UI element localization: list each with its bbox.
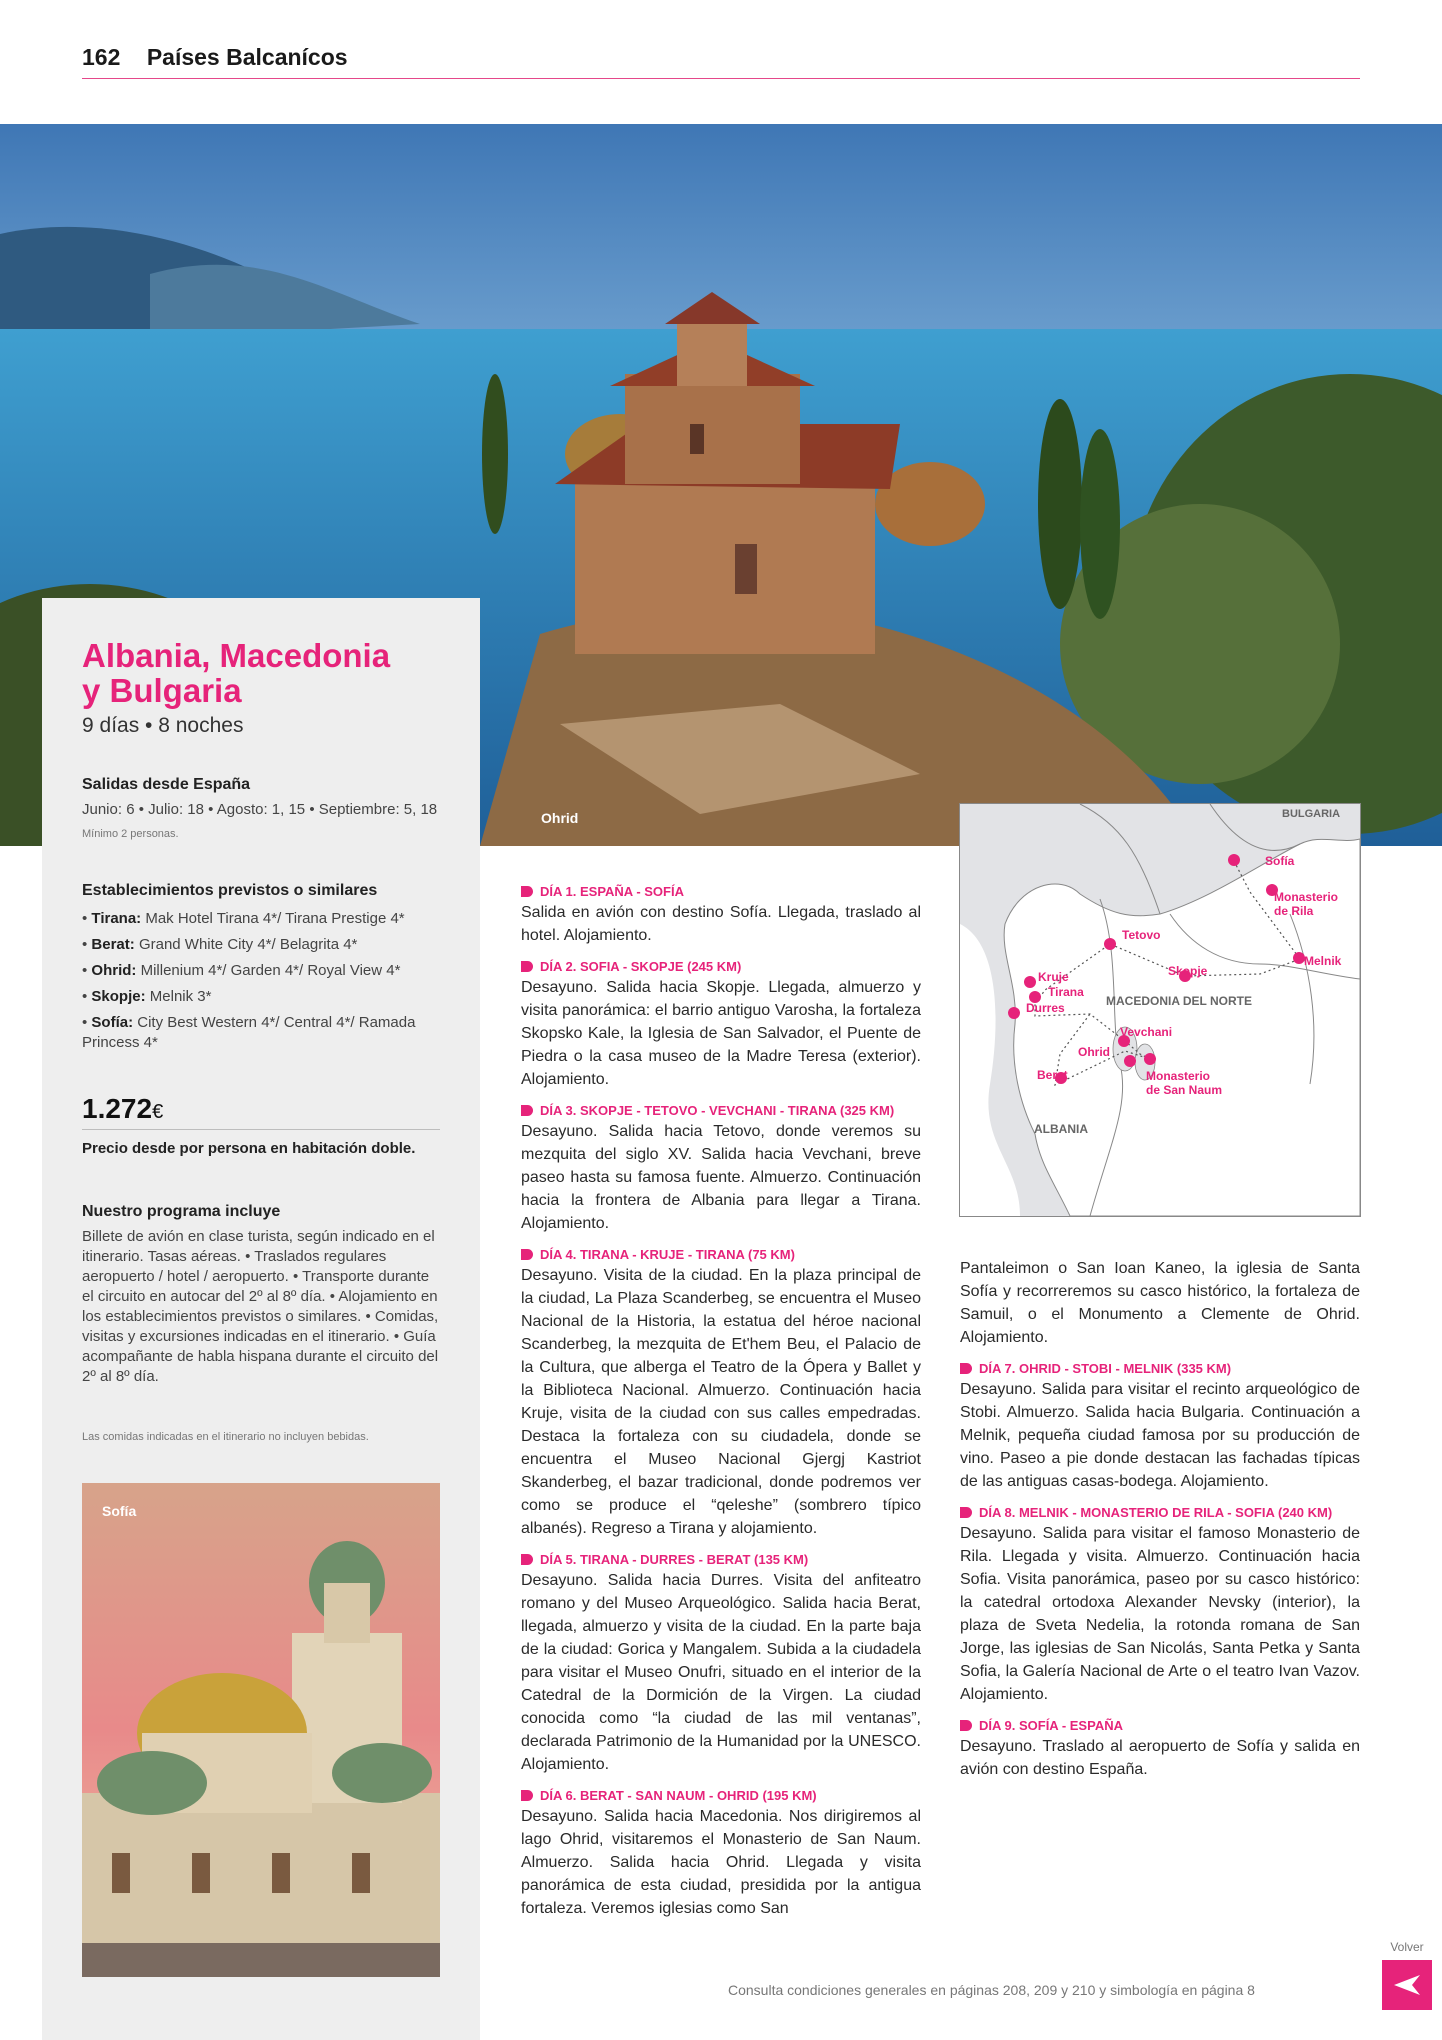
day-title: DÍA 7. OHRID - STOBI - MELNIK (335 KM) <box>979 1361 1232 1376</box>
tour-duration: 9 días • 8 noches <box>82 714 244 737</box>
day-marker-icon <box>521 1554 533 1565</box>
day-title: DÍA 4. TIRANA - KRUJE - TIRANA (75 KM) <box>540 1247 795 1262</box>
hero-photo-label: Ohrid <box>541 810 579 826</box>
map-city-label: Tetovo <box>1122 928 1161 942</box>
includes-text: Billete de avión en clase turista, según indicado en el itinerario. Tasas aéreas. • Traslados regulares aeropuerto / hotel / aeropuerto. • Transporte durante el circuito en autocar del 2º al 8º día. • Alojamiento en los establecimientos previstos o similares. • Comidas, visitas y excursiones indicadas en el itinerario. • Guía acompañante de habla hispana durante el circuito del 2º al 8º día. <box>82 1228 439 1385</box>
sofia-photo-label: Sofía <box>102 1503 137 1519</box>
back-link[interactable] <box>1382 1940 1432 2010</box>
sofia-cathedral-illustration <box>82 1483 440 1977</box>
tour-title-line-1: Albania, Macedonia <box>82 637 391 674</box>
day-title: DÍA 9. SOFÍA - ESPAÑA <box>979 1718 1123 1733</box>
day-marker-icon <box>521 1105 533 1116</box>
map-city-marker <box>1008 1007 1020 1019</box>
map-city-label: Sofía <box>1265 854 1295 868</box>
map-city-label: Monasterio de Rila <box>1274 890 1339 918</box>
day-title: DÍA 1. ESPAÑA - SOFÍA <box>540 884 684 899</box>
map-city-label: Tirana <box>1048 985 1084 999</box>
itinerary-day-6-continued <box>960 1257 1360 1349</box>
section-title: Países Balcanícos <box>146 44 348 70</box>
meals-note: Las comidas indicadas en el itinerario no incluyen bebidas. <box>82 1431 369 1443</box>
itinerary-day-8 <box>960 1505 1360 1706</box>
hotel-list <box>82 906 440 1053</box>
departure-dates: Junio: 6 • Julio: 18 • Agosto: 1, 15 • Septiembre: 5, 18 <box>82 801 438 818</box>
day-title: DÍA 6. BERAT - SAN NAUM - OHRID (195 KM) <box>540 1788 817 1803</box>
map-city-marker <box>1144 1053 1156 1065</box>
page-header <box>82 44 1360 79</box>
price-amount: 1.272 <box>82 1093 153 1124</box>
itinerary-day-5 <box>521 1552 921 1776</box>
day-title: DÍA 8. MELNIK - MONASTERIO DE RILA - SOFIA (240 KM) <box>979 1505 1333 1520</box>
map-city-label: Kruje <box>1038 970 1069 984</box>
map-city-label: Vevchani <box>1120 1025 1173 1039</box>
map-city-label: Berat <box>1037 1068 1068 1082</box>
map-city-marker <box>1024 976 1036 988</box>
day-description: Desayuno. Salida hacia Skopje. Llegada, almuerzo y visita panorámica: el barrio antiguo Varosha, la fortaleza Skopsko Kale, la Iglesia de San Salvador, el Puente de Piedra o la casa museo de la Madre Teresa (exterior). Alojamiento. <box>521 979 921 1088</box>
price-currency: € <box>152 1101 164 1123</box>
day-description: Desayuno. Salida para visitar el famoso Monasterio de Rila. Llegada y visita. Almuerzo. Continuación hacia Sofia. Visita panorámica, paseo por su casco histórico: la catedral ortodoxa Alexander Nevsky (interior), la plaza de Sveta Nedelia, la rotonda romana de San Jorge, las iglesias de San Nicolás, Santa Petka y Santa Sofia, la Galería Nacional de Arte o el teatro Ivan Vazov. Alojamiento. <box>960 1525 1360 1703</box>
hotel-item: • Tirana: Mak Hotel Tirana 4*/ Tirana Prestige 4* <box>82 910 405 927</box>
includes-heading: Nuestro programa incluye <box>82 1203 281 1220</box>
sofia-photo <box>82 1483 440 1977</box>
map-city-label: Skopje <box>1168 964 1208 978</box>
minimum-people-note: Mínimo 2 personas. <box>82 828 179 840</box>
itinerary-day-1 <box>521 884 921 947</box>
itinerary-day-2 <box>521 959 921 1091</box>
price-note: Precio desde por persona en habitación doble. <box>82 1140 416 1157</box>
tour-title-line-2: y Bulgaria <box>82 672 242 709</box>
map-country-label: MACEDONIA DEL NORTE <box>1106 994 1253 1008</box>
day-marker-icon <box>521 1249 533 1260</box>
map-city-label: Monasterio de San Naum <box>1146 1069 1223 1097</box>
day-title: DÍA 5. TIRANA - DURRES - BERAT (135 KM) <box>540 1552 809 1567</box>
itinerary-day-6 <box>521 1788 921 1920</box>
page-number: 162 <box>82 44 121 70</box>
route-map-graphic <box>960 804 1360 1216</box>
itinerary-column-2 <box>960 1257 1360 1793</box>
tour-info-panel <box>42 598 480 2040</box>
day-description: Pantaleimon o San Ioan Kaneo, la iglesia de Santa Sofía y recorreremos su casco histórico, la fortaleza de Samuil, o el Monumento a Clemente de Ohrid. Alojamiento. <box>960 1260 1360 1346</box>
itinerary-day-3 <box>521 1103 921 1235</box>
footer-note: Consulta condiciones generales en páginas 208, 209 y 210 y simbología en página 8 <box>728 1982 1255 1998</box>
map-country-label: ALBANIA <box>1034 1122 1088 1136</box>
hotels-heading: Establecimientos previstos o similares <box>82 882 378 899</box>
day-marker-icon <box>960 1363 972 1374</box>
price <box>82 1093 440 1130</box>
day-description: Salida en avión con destino Sofía. Llegada, traslado al hotel. Alojamiento. <box>521 904 921 944</box>
back-button[interactable] <box>1382 1960 1432 2010</box>
day-description: Desayuno. Traslado al aeropuerto de Sofía y salida en avión con destino España. <box>960 1738 1360 1778</box>
map-city-label: Durres <box>1026 1001 1065 1015</box>
day-marker-icon <box>960 1720 972 1731</box>
back-label: Volver <box>1390 1940 1424 1954</box>
hotel-item: • Sofía: City Best Western 4*/ Central 4*/ Ramada Princess 4* <box>82 1014 416 1051</box>
day-description: Desayuno. Salida para visitar el recinto arqueológico de Stobi. Almuerzo. Salida hacia Bulgaria. Continuación a Melnik, pequeña ciudad famosa por su producción de vino. Paseo a pie donde destacan las fachadas típicas de las antiguas casas-bodega. Alojamiento. <box>960 1381 1360 1490</box>
map-country-label: BULGARIA <box>1282 808 1341 820</box>
map-city-marker <box>1104 938 1116 950</box>
departures-heading: Salidas desde España <box>82 776 251 793</box>
day-marker-icon <box>521 961 533 972</box>
itinerary-day-9 <box>960 1718 1360 1781</box>
day-title: DÍA 3. SKOPJE - TETOVO - VEVCHANI - TIRANA (325 KM) <box>540 1103 895 1118</box>
hotel-item: • Berat: Grand White City 4*/ Belagrita 4* <box>82 936 358 953</box>
route-map <box>959 803 1361 1217</box>
map-city-marker <box>1124 1055 1136 1067</box>
map-city-label: Melnik <box>1304 954 1342 968</box>
tour-title <box>82 638 440 708</box>
day-marker-icon <box>521 886 533 897</box>
day-description: Desayuno. Visita de la ciudad. En la plaza principal de la ciudad, La Plaza Scanderbeg, se encuentra el Museo Nacional de la Historia, la estatua del héroe nacional Scanderbeg, la mezquita de Et'hem Beu, el Palacio de la Cultura, que alberga el Teatro de la Ópera y Ballet y la Biblioteca Nacional. Almuerzo. Continuación hacia Kruje, visita de la ciudad con sus calles empedradas. Destaca la fortaleza con su ciudadela, donde se encuentra el Museo Nacional Gjergj Kastriot Skanderbeg, el bazar tradicional, donde podremos ver como se produce el “qeleshe” (sombrero típico albanés). Regreso a Tirana y alojamiento. <box>521 1267 921 1537</box>
day-description: Desayuno. Salida hacia Macedonia. Nos dirigiremos al lago Ohrid, visitaremos el Monasterio de San Naum. Almuerzo. Salida hacia Ohrid. Llegada y visita panorámica de esta ciudad, presidida por la antigua fortaleza. Veremos iglesias como San <box>521 1808 921 1917</box>
hotel-item: • Skopje: Melnik 3* <box>82 988 212 1005</box>
map-city-marker <box>1228 854 1240 866</box>
back-arrow-icon <box>1392 1973 1422 1997</box>
day-marker-icon <box>521 1790 533 1801</box>
day-description: Desayuno. Salida hacia Tetovo, donde veremos su mezquita del siglo XV. Salida hacia Vevchani, breve paseo hasta su famosa fuente. Almuerzo. Continuación hacia la frontera de Albania para llegar a Tirana. Alojamiento. <box>521 1123 921 1232</box>
day-description: Desayuno. Salida hacia Durres. Visita del anfiteatro romano y del Museo Arqueológico. Salida hacia Berat, llegada, almuerzo y visita de la ciudad. En la parte baja de la ciudad: Gorica y Mangalem. Subida a la ciudadela para visitar el Museo Onufri, situado en el interior de la Catedral de la Dormición de la Virgen. La ciudad conocida como “la ciudad de las mil ventanas”, declarada Patrimonio de la Humanidad por la UNESCO. Alojamiento. <box>521 1572 921 1773</box>
map-city-label: Ohrid <box>1078 1045 1110 1059</box>
day-marker-icon <box>960 1507 972 1518</box>
itinerary-column-1 <box>521 884 921 1932</box>
hotel-item: • Ohrid: Millenium 4*/ Garden 4*/ Royal View 4* <box>82 962 401 979</box>
itinerary-day-4 <box>521 1247 921 1540</box>
day-title: DÍA 2. SOFIA - SKOPJE (245 KM) <box>540 959 742 974</box>
itinerary-day-7 <box>960 1361 1360 1493</box>
